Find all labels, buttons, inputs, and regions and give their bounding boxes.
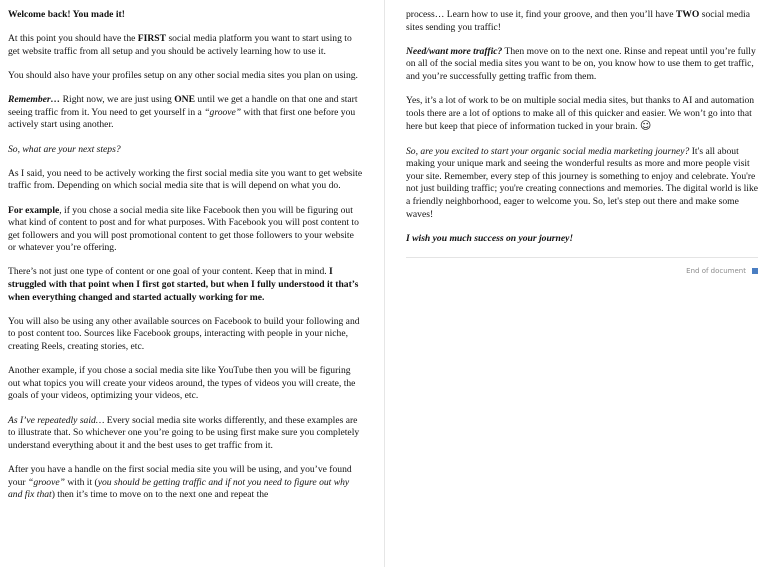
text-run: with it ( (64, 476, 98, 488)
text-run: After you have a handle on the first social media site you will be using, and you’ve found your (8, 463, 352, 488)
italic-run: As I’ve repeatedly said… (8, 414, 105, 426)
paragraph-closing (406, 233, 758, 246)
text-run: Yes, it’s a lot of work to be on multiple social media sites, but thanks to AI and automation tools there are a lot of options to make all of this quicker and easier. We won’t go into that here but keep that piece of information tucked in your brain. (406, 95, 755, 133)
end-of-document (406, 265, 758, 278)
paragraph-remember (8, 94, 364, 132)
text-run: At this point you should have the (8, 33, 138, 45)
end-marker-icon (752, 268, 758, 274)
text-run: Right now, we are just using (60, 94, 175, 106)
paragraph-youtube-example: Another example, if you chose a social media site like YouTube then you will be figuring out what topics you will create your videos around, the types of videos you will create, the goals of your videos, optimizing your videos, etc. (8, 365, 356, 402)
bold-run: ONE (174, 94, 195, 106)
italic-run: So, what are your next steps? (8, 143, 121, 155)
italic-run: “groove” (204, 106, 242, 118)
left-column (8, 9, 364, 513)
end-divider (406, 257, 758, 258)
bold-run: FIRST (137, 33, 167, 45)
paragraph-for-example (8, 205, 364, 255)
paragraph-first-platform (8, 33, 364, 58)
italic-run: you should be getting traffic and if not you need to figure out why and fix that (8, 476, 350, 501)
welcome-heading (8, 9, 364, 22)
bold-run: TWO (675, 9, 700, 20)
text-run: social media sites sending you traffic! (406, 9, 750, 33)
text-run: ) then it’s time to move on to the next one and repeat the (51, 489, 269, 501)
paragraph-facebook-sources: You will also be using any other available sources on Facebook to build your following and to post content too. Sources like Facebook groups, interacting with people in your niche, creating Reels, creating stories, etc. (8, 315, 360, 353)
end-of-document-label: End of document (686, 266, 746, 275)
italic-run: “groove” (27, 476, 65, 488)
text-run: social media platform you want to start using to get website traffic from all setup and you should be actively learning how to use it. (8, 33, 352, 57)
paragraph-profiles: You should also have your profiles setup on any other social media sites you plan on using. (8, 69, 358, 81)
paragraph-more-traffic (406, 46, 758, 84)
bold-run: For example (8, 204, 60, 216)
welcome-text: Welcome back! You made it! (8, 9, 125, 20)
paragraph-as-i-said: As I said, you need to be actively working the first social media site you want to get website traffic from. Depending on which social media site that is will depend on what you do. (8, 167, 363, 192)
text-run: with that first one before you actively start using another. (8, 106, 356, 131)
paragraph-content-types (8, 266, 364, 304)
paragraph-excited (406, 146, 758, 222)
text-run: It's all about making your unique mark and seeing the wonderful results as more and more people visit your site. Remember, every step of this journey is something to enjoy and celebrate. You're not just building traffic; you're creating connections and memories. The digital world is like a friendly neighborhood, eager to welcome you. So, let's step out there and make some waves! (406, 145, 758, 220)
bold-italic-run: Remember… (8, 94, 61, 106)
text-run: Then move on to the next one. Rinse and repeat until you’re fully on all of the social media sites you want to be on, you know how to use them to get traffic, and you’re successfully getting traffic from them. (406, 45, 756, 82)
bold-italic-run: Need/want more traffic? (406, 45, 503, 57)
bold-run: I struggled with that point when I first got started, but when I fully understood it that’s when everything changed and started actually working for me. (8, 266, 359, 303)
paragraph-ai-automation (406, 95, 758, 134)
text-run: process… Learn how to use it, find your groove, and then you’ll have (406, 9, 676, 20)
column-divider (384, 0, 385, 567)
paragraph-process (406, 9, 758, 34)
paragraph-repeatedly-said (8, 415, 364, 453)
paragraph-next-steps (8, 144, 364, 157)
text-run: , if you chose a social media site like Facebook then you will be figuring out what kind of content to post and for what purposes. With Facebook you will post content to get followers and you will post promotional content to get those followers to your website or whatever you’re offering. (8, 204, 359, 254)
paragraph-after-handle (8, 464, 364, 502)
text-run: Every social media site works differently, and these examples are to illustrate that. So whichever one you’re going to be using first make sure you completely understand everything about it and the best uses to get traffic from it. (8, 414, 360, 451)
text-run: There’s not just one type of content or one goal of your content. Keep that in mind. (8, 266, 330, 278)
smiley-icon: ☺ (639, 119, 652, 133)
bold-italic-run: I wish you much success on your journey! (406, 232, 574, 244)
text-run: until we get a handle on that one and start seeing traffic from it. You need to get yourself in a (8, 94, 358, 118)
italic-run: So, are you excited to start your organic social media marketing journey? (406, 145, 690, 157)
right-column (406, 9, 758, 277)
